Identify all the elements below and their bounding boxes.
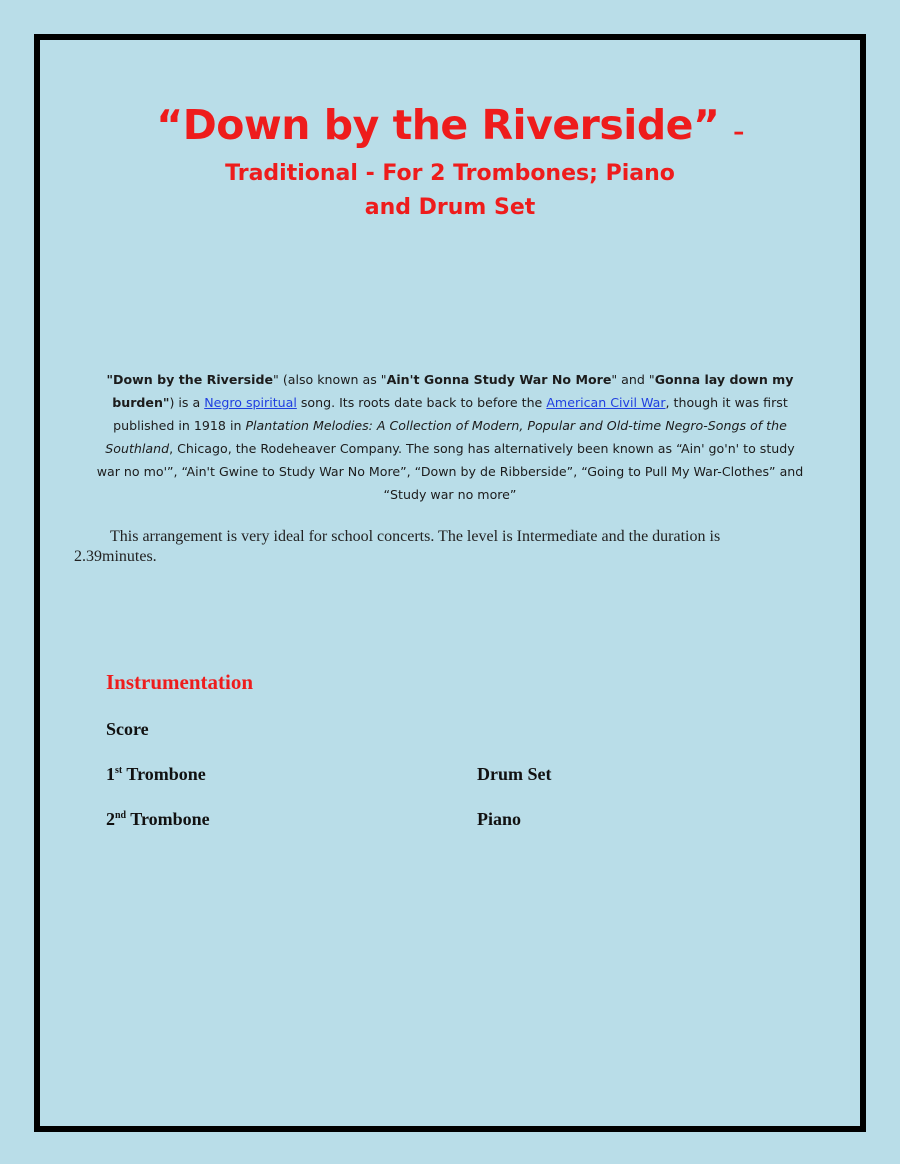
arrangement-note-line-1: This arrangement is very ideal for school concerts. The level is Intermediate and the duration is — [110, 528, 721, 545]
trombone-1-number: 1 — [106, 764, 115, 784]
intro-text-2: " (also known as " — [273, 372, 387, 387]
intro-text-7: song. Its roots date back to before the — [296, 395, 547, 410]
arrangement-note-line-2: 2.39minutes. — [74, 548, 157, 565]
trombone-1-label: Trombone — [122, 764, 206, 784]
trombone-1-ordinal: st — [115, 765, 123, 776]
intro-text-4: " and " — [611, 372, 655, 387]
intro-text-8: , though it was first published in 1918 in — [113, 395, 788, 433]
intro-italic-book-title: Plantation Melodies: A Collection of Modern, Popular and Old-time Negro-Songs of the Southland — [105, 418, 787, 456]
intro-bold-5: Gonna lay down my burden" — [112, 372, 794, 410]
instrument-score: Score — [106, 719, 149, 739]
title-main: “Down by the Riverside” — [156, 101, 720, 149]
trombone-2-number: 2 — [106, 809, 115, 829]
arrangement-note — [74, 527, 794, 567]
trombone-2-label: Trombone — [126, 809, 210, 829]
trombone-2-ordinal: nd — [115, 810, 127, 821]
title-dash: – — [733, 120, 744, 145]
american-civil-war-link[interactable]: American Civil War — [546, 395, 666, 410]
instrument-trombone-1 — [106, 762, 206, 786]
intro-text-10: , Chicago, the Rodeheaver Company. The song has alternatively been known as “Ain' go'n' to study war no mo'”, “Ain't Gwine to Study War No More”, “Down by de Ribberside”, “Going to Pull My War-Clothes” and “Study war no more” — [96, 441, 804, 502]
page-subtitle — [0, 157, 900, 225]
subtitle-line-1: Traditional - For 2 Trombones; Piano — [225, 161, 675, 186]
subtitle-line-2: and Drum Set — [364, 195, 536, 220]
instrument-trombone-2 — [106, 807, 210, 831]
negro-spiritual-link[interactable]: Negro spiritual — [204, 395, 297, 410]
page-title — [0, 100, 900, 158]
instrument-drum-set: Drum Set — [477, 764, 552, 784]
intro-bold-3: Ain't Gonna Study War No More — [386, 372, 612, 387]
intro-paragraph — [94, 368, 806, 506]
instrumentation-heading: Instrumentation — [106, 670, 254, 694]
instrument-piano: Piano — [477, 809, 522, 829]
intro-text-6: ) is a — [169, 395, 205, 410]
intro-bold-1: "Down by the Riverside — [106, 372, 274, 387]
